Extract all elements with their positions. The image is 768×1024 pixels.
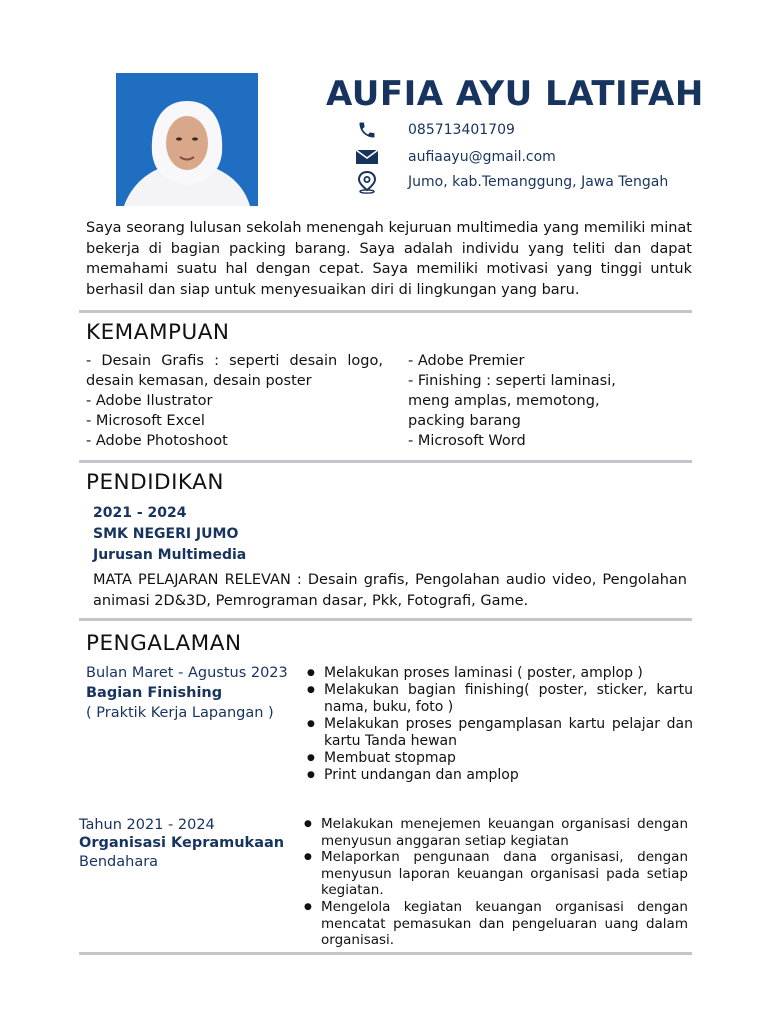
education-years: 2021 - 2024 bbox=[93, 505, 187, 521]
section-divider bbox=[79, 952, 692, 955]
skill-line: - Microsoft Word bbox=[408, 433, 526, 449]
education-subjects: MATA PELAJARAN RELEVAN : Desain grafis, Pengolahan audio video, Pengolahan animasi 2D&3D, Pemrograman dasar, Pkk, Fotografi, Game. bbox=[93, 572, 687, 609]
list-item: ● Melakukan menejemen keuangan organisasi dengan menyusun anggaran setiap kegiatan bbox=[304, 816, 688, 849]
list-item: ● Melakukan bagian finishing( poster, sticker, kartu nama, buku, foto ) bbox=[307, 682, 693, 716]
skill-line: meng amplas, memotong, bbox=[408, 393, 600, 409]
skills-left-column bbox=[86, 351, 395, 451]
home-address: Jumo, kab.Temanggung, Jawa Tengah bbox=[408, 174, 669, 190]
contact-phone bbox=[354, 118, 515, 142]
experience-role: Organisasi Kepramukaan bbox=[79, 835, 285, 851]
experience-heading: PENGALAMAN bbox=[86, 631, 242, 656]
experience-date: Bulan Maret - Agustus 2023 bbox=[86, 665, 288, 681]
profile-summary: Saya seorang lulusan sekolah menengah kejuruan multimedia yang memiliki minat bekerja di bagian packing barang. Saya adalah individu yang teliti dan dapat memahami suatu hal dengan cepat. Saya memiliki motivasi yang tinggi untuk berhasil dan siap untuk menyesuaikan diri di lingkungan yang baru. bbox=[86, 220, 692, 298]
skill-line: packing barang bbox=[408, 413, 521, 429]
list-item: ● Mengelola kegiatan keuangan organisasi dengan mencatat pemasukan dan pengeluaran uang dalam organisasi. bbox=[304, 899, 688, 949]
section-divider bbox=[79, 310, 692, 313]
experience-bullets bbox=[304, 816, 688, 949]
section-divider bbox=[79, 618, 692, 621]
section-divider bbox=[79, 460, 692, 463]
location-pin-icon bbox=[354, 170, 380, 194]
list-item: ● Membuat stopmap bbox=[307, 750, 693, 767]
education-heading: PENDIDIKAN bbox=[86, 470, 224, 495]
profile-photo bbox=[116, 73, 258, 206]
skill-line: - Microsoft Excel bbox=[86, 413, 205, 429]
experience-role: Bagian Finishing bbox=[86, 685, 223, 701]
mail-icon bbox=[354, 145, 380, 169]
email-address: aufiaayu@gmail.com bbox=[408, 149, 556, 165]
experience-subtitle: Bendahara bbox=[79, 854, 159, 870]
skills-right-column bbox=[408, 351, 688, 451]
contact-address bbox=[354, 170, 668, 194]
phone-number: 085713401709 bbox=[408, 122, 515, 138]
skill-line: - Finishing : seperti laminasi, bbox=[408, 373, 616, 389]
list-item: ● Melakukan proses pengamplasan kartu pelajar dan kartu Tanda hewan bbox=[307, 716, 693, 750]
list-item: ● Print undangan dan amplop bbox=[307, 767, 693, 784]
skill-line: - Desain Grafis : seperti desain logo, bbox=[86, 353, 383, 369]
education-major: Jurusan Multimedia bbox=[93, 547, 247, 563]
skill-line: - Adobe Photoshoot bbox=[86, 433, 228, 449]
skill-line: - Adobe Ilustrator bbox=[86, 393, 213, 409]
experience-subtitle: ( Praktik Kerja Lapangan ) bbox=[86, 705, 274, 721]
list-item: ● Melaporkan pengunaan dana organisasi, dengan menyusun laporan keuangan organisasi pada setiap kegiatan. bbox=[304, 849, 688, 899]
skill-line: - Adobe Premier bbox=[408, 353, 525, 369]
education-school: SMK NEGERI JUMO bbox=[93, 526, 239, 542]
contact-email bbox=[354, 145, 556, 169]
experience-date: Tahun 2021 - 2024 bbox=[79, 817, 215, 833]
experience-bullets bbox=[307, 665, 693, 784]
skills-heading: KEMAMPUAN bbox=[86, 320, 230, 345]
skill-line: desain kemasan, desain poster bbox=[86, 373, 312, 389]
phone-icon bbox=[354, 118, 380, 142]
candidate-name: AUFIA AYU LATIFAH bbox=[326, 74, 704, 114]
list-item: ● Melakukan proses laminasi ( poster, amplop ) bbox=[307, 665, 693, 682]
